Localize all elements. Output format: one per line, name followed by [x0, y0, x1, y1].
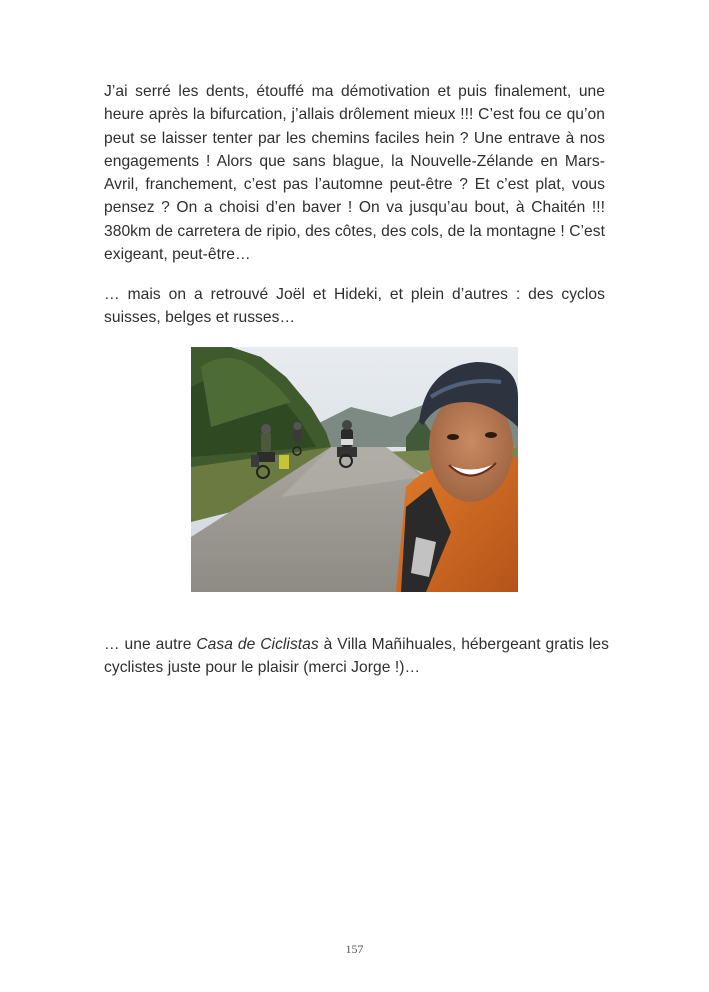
paragraph-reunion: … mais on a retrouvé Joël et Hideki, et plein d’autres : des cyclos suisses, belges et russes…	[104, 286, 605, 327]
paragraph-intro: J’ai serré les dents, étouffé ma démotivation et puis finalement, une heure après la bifurcation, j’allais drôlement mieux !!! C’est fou ce qu’on peut se laisser tenter par les chemins faciles hein ? Une entrave à nos engagements ! Alors que sans blague, la Nouvelle-Zélande en Mars-Avril, franchement, c’est pas l’automne peut-être ? Et c’est plat, vous pensez ? On a choisi d’en baver ! On va jusqu’au bout, à Chaitén !!! 380km de carretera de ripio, des côtes, des cols, de la montagne ! C’est exigeant, peut-être…	[104, 83, 605, 264]
paragraph-text-start: … une autre	[104, 636, 197, 653]
paragraph-casa-ciclistas	[104, 633, 609, 680]
page-number: 157	[345, 942, 364, 956]
cyclists-photo	[191, 347, 518, 592]
paragraph-text-end: à Villa Mañihuales, hébergeant gratis les cyclistes juste pour le plaisir (merci Jorge !)…	[104, 636, 609, 677]
italic-place-name: Casa de Ciclistas	[196, 636, 319, 653]
